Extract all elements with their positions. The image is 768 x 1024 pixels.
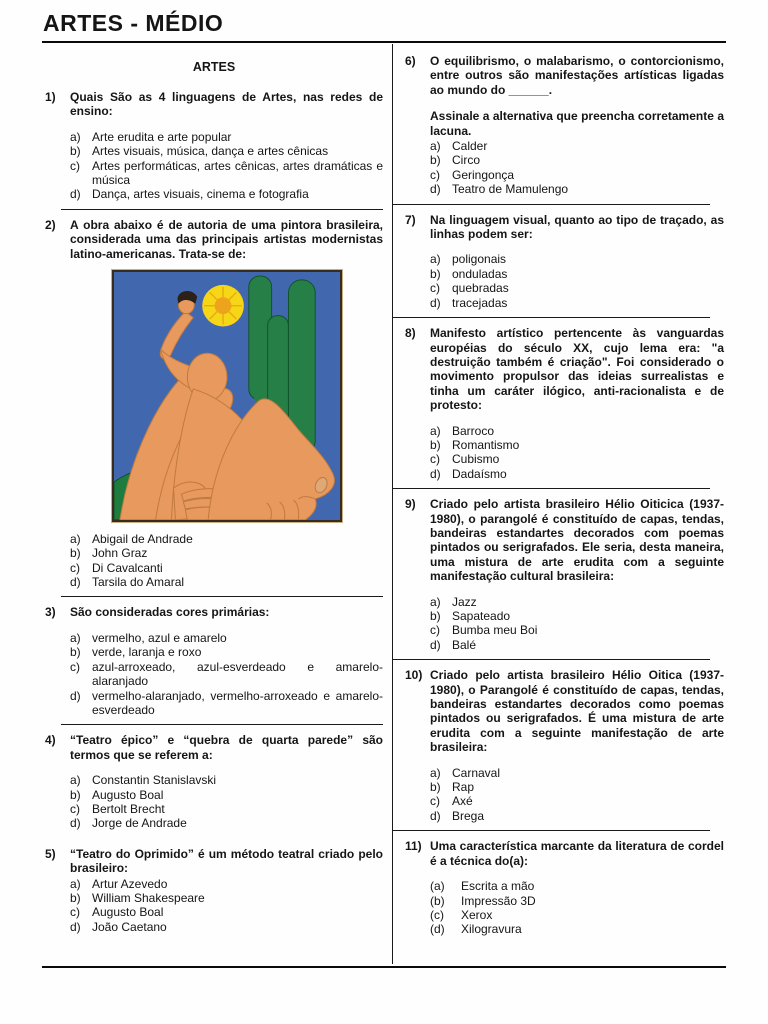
option-letter: a) xyxy=(430,139,441,154)
option-c xyxy=(430,908,724,922)
option-letter: b) xyxy=(70,546,81,561)
options-list xyxy=(430,879,724,937)
option-letter: d) xyxy=(70,816,81,831)
option-b xyxy=(70,891,383,905)
option-a xyxy=(70,773,383,787)
question-separator xyxy=(61,596,383,597)
option-d xyxy=(430,922,724,936)
option-text: quebradas xyxy=(452,281,509,296)
option-d xyxy=(70,187,383,201)
option-text: verde, laranja e roxo xyxy=(92,645,202,660)
left-column xyxy=(42,44,392,964)
options-list xyxy=(70,773,383,831)
option-letter: c) xyxy=(70,659,80,674)
option-text: onduladas xyxy=(452,266,508,281)
options-list xyxy=(430,252,724,310)
question-number: 5) xyxy=(45,846,56,861)
option-letter: b) xyxy=(70,144,81,159)
option-text: Artes performáticas, artes cênicas, artes dramáticas e música xyxy=(92,158,383,188)
option-letter: a) xyxy=(430,765,441,780)
option-letter: d) xyxy=(70,688,81,703)
option-a xyxy=(70,631,383,645)
option-letter: b) xyxy=(430,609,441,623)
option-letter: d) xyxy=(430,182,441,197)
question-number: 8) xyxy=(405,326,416,341)
options-list xyxy=(70,130,383,202)
question-number: 10) xyxy=(405,668,423,683)
option-text: azul-arroxeado, azul-esverdeado e amarelo-alaranjado xyxy=(92,659,383,689)
option-b xyxy=(430,438,724,452)
question-text: Criado pelo artista brasileiro Hélio Oitica (1937-1980), o Parangolé é constituído de capas, tendas, bandeiras estandartes decorados como poemas pintados ou serigrafados. É uma mistura de arte erudita com a seguinte manifestação de arte brasileira: xyxy=(430,668,724,755)
option-d xyxy=(430,296,724,310)
option-text: Artes visuais, música, dança e artes cênicas xyxy=(92,144,329,159)
options-list xyxy=(430,766,724,824)
option-letter: b) xyxy=(70,787,81,802)
option-letter: (c) xyxy=(430,907,444,922)
section-heading: ARTES xyxy=(192,60,236,74)
right-column xyxy=(392,44,726,964)
question-text: Manifesto artístico pertencente às vanguardas européias do século XX, cujo lema era: "a destruição também é criação". Foi considerado o movimento propulsor das ideias surrealistas e tinha um caráter ilógico, anti-racionalista e de protesto: xyxy=(430,326,724,413)
option-letter: (b) xyxy=(430,893,445,908)
question-5 xyxy=(45,847,383,934)
option-b xyxy=(70,144,383,158)
option-text: Xilogravura xyxy=(461,922,522,937)
option-c xyxy=(70,802,383,816)
option-text: Jorge de Andrade xyxy=(92,816,187,831)
option-b xyxy=(430,780,724,794)
question-number: 3) xyxy=(45,605,56,620)
option-b xyxy=(70,788,383,802)
option-text: Sapateado xyxy=(452,609,511,623)
option-b xyxy=(70,546,383,560)
option-text: Artur Azevedo xyxy=(92,876,168,891)
option-letter: d) xyxy=(70,919,81,934)
question-number: 11) xyxy=(405,839,422,854)
option-letter: c) xyxy=(70,158,80,173)
option-b xyxy=(430,894,724,908)
option-letter: c) xyxy=(430,167,440,182)
option-letter: d) xyxy=(430,295,441,310)
question-separator xyxy=(393,488,710,489)
option-letter: a) xyxy=(70,630,81,645)
bottom-rule xyxy=(42,966,726,968)
option-text: Barroco xyxy=(452,423,495,438)
option-letter: d) xyxy=(70,575,81,590)
option-letter: c) xyxy=(70,560,80,575)
option-text: Balé xyxy=(452,637,477,652)
option-a xyxy=(70,532,383,546)
option-text: vermelho, azul e amarelo xyxy=(92,630,227,645)
question-3 xyxy=(45,605,383,717)
option-d xyxy=(430,809,724,823)
option-letter: b) xyxy=(70,890,81,905)
option-text: Xerox xyxy=(461,907,493,922)
option-letter: d) xyxy=(430,808,441,823)
option-c xyxy=(430,168,724,182)
option-letter: a) xyxy=(70,773,81,788)
spacer xyxy=(45,837,383,847)
option-text: Tarsila do Amaral xyxy=(92,575,185,590)
option-letter: a) xyxy=(430,252,441,267)
option-text: Teatro de Mamulengo xyxy=(452,182,569,197)
option-letter: c) xyxy=(430,623,440,638)
option-text: Abigail de Andrade xyxy=(92,531,193,546)
option-c xyxy=(70,561,383,575)
option-letter: a) xyxy=(430,594,441,609)
option-text: Augusto Boal xyxy=(92,905,164,920)
option-c xyxy=(430,623,724,637)
option-b xyxy=(70,645,383,659)
question-text: Criado pelo artista brasileiro Hélio Oiticica (1937-1980), o parangolé é constituído de capas, tendas, bandeiras estandartes decorados com poemas pintados ou serigrafados. Ele seria, desta maneira, uma mistura de arte erudita com a seguinte manifestação cultural brasileira: xyxy=(430,497,724,584)
question-instruction: Assinale a alternativa que preencha corretamente a lacuna. xyxy=(430,109,724,138)
option-letter: d) xyxy=(430,637,441,652)
option-b xyxy=(430,153,724,167)
question-number: 9) xyxy=(405,497,416,512)
options-list xyxy=(430,139,724,197)
option-d xyxy=(70,920,383,934)
option-c xyxy=(430,794,724,808)
title-rule xyxy=(42,41,726,43)
question-separator xyxy=(393,659,710,660)
option-text: Bumba meu Boi xyxy=(452,623,538,638)
option-d xyxy=(70,816,383,830)
option-letter: c) xyxy=(430,281,440,296)
option-text: Impressão 3D xyxy=(461,893,536,908)
option-a xyxy=(430,595,724,609)
option-text: poligonais xyxy=(452,252,507,267)
option-text: Rap xyxy=(452,780,475,795)
option-letter: a) xyxy=(430,423,441,438)
question-number: 6) xyxy=(405,54,416,68)
question-11 xyxy=(405,839,724,936)
option-a xyxy=(70,130,383,144)
option-text: Jazz xyxy=(452,594,477,609)
option-letter: c) xyxy=(70,801,80,816)
option-letter: a) xyxy=(70,531,81,546)
option-text: vermelho-alaranjado, vermelho-arroxeado e amarelo-esverdeado xyxy=(92,688,383,717)
option-a xyxy=(430,139,724,153)
question-6 xyxy=(405,54,724,197)
option-letter: b) xyxy=(430,437,441,452)
question-number: 4) xyxy=(45,733,56,748)
option-c xyxy=(430,281,724,295)
options-list xyxy=(70,631,383,717)
page-title: ARTES - MÉDIO xyxy=(43,10,224,36)
options-list xyxy=(70,877,383,935)
option-letter: c) xyxy=(430,794,440,809)
option-c xyxy=(70,159,383,188)
question-separator xyxy=(393,830,710,831)
question-text: “Teatro épico” e “quebra de quarta parede” são termos que se referem a: xyxy=(70,733,383,762)
question-text: Uma característica marcante da literatura de cordel é a técnica do(a): xyxy=(430,839,724,868)
option-d xyxy=(70,575,383,589)
option-letter: b) xyxy=(430,153,441,168)
two-column-layout xyxy=(42,44,726,964)
question-text: Na linguagem visual, quanto ao tipo de traçado, as linhas podem ser: xyxy=(430,212,724,242)
option-d xyxy=(430,638,724,652)
option-letter: d) xyxy=(430,466,441,481)
question-text: São consideradas cores primárias: xyxy=(70,605,270,620)
option-c xyxy=(70,660,383,689)
option-letter: b) xyxy=(430,266,441,281)
question-separator xyxy=(61,724,383,725)
option-c xyxy=(430,452,724,466)
question-number: 7) xyxy=(405,212,416,227)
question-separator xyxy=(61,209,383,210)
question-2 xyxy=(45,218,383,590)
option-text: Arte erudita e arte popular xyxy=(92,129,232,144)
option-text: Circo xyxy=(452,153,481,168)
abaporu-artwork-image xyxy=(112,270,342,522)
option-text: Calder xyxy=(452,139,488,154)
option-text: Dadaísmo xyxy=(452,466,507,481)
question-4 xyxy=(45,733,383,830)
option-text: Dança, artes visuais, cinema e fotografia xyxy=(92,187,309,202)
option-text: Di Cavalcanti xyxy=(92,560,163,575)
option-text: Brega xyxy=(452,808,485,823)
option-letter: c) xyxy=(70,905,80,920)
option-a xyxy=(430,424,724,438)
option-text: Geringonça xyxy=(452,167,515,182)
option-b xyxy=(430,267,724,281)
question-text: “Teatro do Oprimido” é um método teatral criado pelo brasileiro: xyxy=(70,846,383,876)
option-letter: c) xyxy=(430,452,440,467)
option-text: Axé xyxy=(452,794,473,809)
options-list xyxy=(430,424,724,482)
question-1 xyxy=(45,90,383,202)
question-7 xyxy=(405,213,724,310)
question-10 xyxy=(405,668,724,823)
option-letter: a) xyxy=(70,129,81,144)
option-letter: d) xyxy=(70,187,81,202)
option-text: Bertolt Brecht xyxy=(92,801,165,816)
question-9 xyxy=(405,497,724,652)
options-list xyxy=(430,595,724,653)
option-c xyxy=(70,905,383,919)
option-a xyxy=(430,879,724,893)
option-letter: (d) xyxy=(430,922,445,937)
question-number: 2) xyxy=(45,217,56,232)
option-a xyxy=(430,252,724,266)
question-separator xyxy=(393,204,710,205)
option-d xyxy=(430,182,724,196)
question-text: A obra abaixo é de autoria de uma pintora brasileira, considerada uma das principais artistas modernistas latino-americanas. Trata-se de: xyxy=(70,217,383,261)
option-a xyxy=(430,766,724,780)
question-separator xyxy=(393,317,710,318)
option-text: João Caetano xyxy=(92,919,167,934)
option-text: William Shakespeare xyxy=(92,890,205,905)
option-b xyxy=(430,609,724,623)
option-text: Romantismo xyxy=(452,437,520,452)
option-text: Cubismo xyxy=(452,452,500,467)
option-d xyxy=(70,689,383,718)
option-letter: a) xyxy=(70,876,81,891)
option-a xyxy=(70,877,383,891)
option-letter: b) xyxy=(430,780,441,795)
option-text: John Graz xyxy=(92,546,148,561)
question-text: Quais São as 4 linguagens de Artes, nas redes de ensino: xyxy=(70,90,383,119)
option-text: Escrita a mão xyxy=(461,879,535,894)
question-number: 1) xyxy=(45,90,56,104)
question-8 xyxy=(405,326,724,481)
option-letter: b) xyxy=(70,645,81,660)
question-text: O equilibrismo, o malabarismo, o contorcionismo, entre outros são manifestações artísticas ligadas ao mundo do ______. xyxy=(430,54,724,97)
option-text: Carnaval xyxy=(452,765,501,780)
option-d xyxy=(430,467,724,481)
option-text: Augusto Boal xyxy=(92,787,164,802)
sun-icon xyxy=(202,285,244,327)
option-text: tracejadas xyxy=(452,295,508,310)
option-letter: (a) xyxy=(430,879,445,894)
option-text: Constantin Stanislavski xyxy=(92,773,217,788)
options-list xyxy=(70,532,383,590)
